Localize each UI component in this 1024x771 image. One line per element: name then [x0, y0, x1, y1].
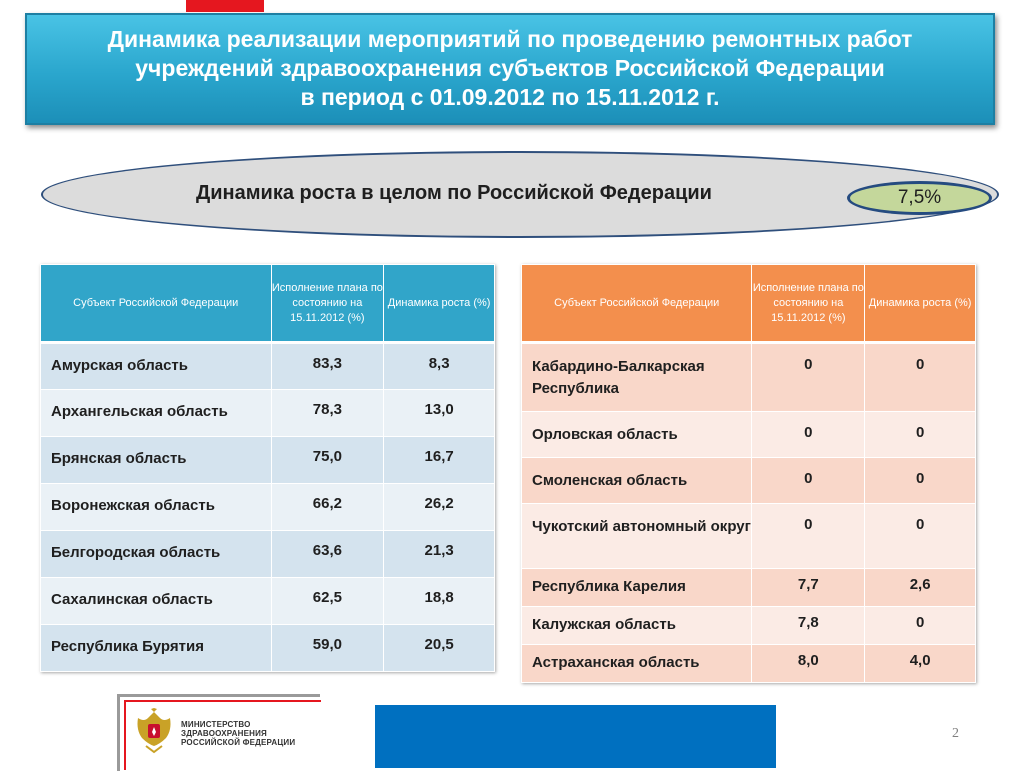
ministry-line-3: РОССИЙСКОЙ ФЕДЕРАЦИИ [181, 738, 296, 747]
growth-value: 0 [865, 458, 976, 504]
growth-value: 20,5 [384, 625, 495, 672]
growth-value: 4,0 [865, 645, 976, 683]
growth-value: 0 [865, 412, 976, 458]
execution-value: 7,8 [752, 607, 865, 645]
execution-value: 0 [752, 458, 865, 504]
growth-value: 0 [865, 504, 976, 569]
execution-value: 0 [752, 343, 865, 412]
growth-value: 8,3 [384, 343, 495, 390]
slide-title [25, 13, 995, 125]
execution-value: 75,0 [271, 437, 384, 484]
top-red-tab [186, 0, 264, 12]
table-row [522, 607, 976, 645]
summary-value-badge: 7,5% [847, 181, 992, 215]
growth-value: 18,8 [384, 578, 495, 625]
region-name: Кабардино-Балкарская Республика [522, 343, 752, 412]
table-header-row [41, 265, 495, 343]
title-line-3: в период с 01.09.2012 по 15.11.2012 г. [300, 84, 720, 110]
table-row [41, 390, 495, 437]
execution-value: 78,3 [271, 390, 384, 437]
region-name: Смоленская область [522, 458, 752, 504]
region-name: Астраханская область [522, 645, 752, 683]
execution-value: 83,3 [271, 343, 384, 390]
region-name: Чукотский автономный округ [522, 504, 752, 569]
header-execution: Исполнение плана по состоянию на 15.11.2012 (%) [271, 265, 384, 343]
execution-value: 8,0 [752, 645, 865, 683]
title-line-2: учреждений здравоохранения субъектов Российской Федерации [135, 55, 885, 81]
ministry-name [181, 720, 295, 747]
header-subject: Субъект Российской Федерации [41, 265, 272, 343]
region-name: Калужская область [522, 607, 752, 645]
region-name: Сахалинская область [41, 578, 272, 625]
page-number: 2 [952, 726, 959, 741]
region-name: Республика Карелия [522, 569, 752, 607]
execution-value: 0 [752, 504, 865, 569]
table-row [522, 645, 976, 683]
table-row [41, 578, 495, 625]
table-header-row [522, 265, 976, 343]
region-name: Архангельская область [41, 390, 272, 437]
table-row [41, 484, 495, 531]
table-row [41, 625, 495, 672]
region-name: Воронежская область [41, 484, 272, 531]
table-row [522, 412, 976, 458]
growth-value: 16,7 [384, 437, 495, 484]
table-row [41, 343, 495, 390]
execution-value: 0 [752, 412, 865, 458]
growth-value: 26,2 [384, 484, 495, 531]
left-table [40, 264, 495, 672]
table-row [522, 458, 976, 504]
region-name: Орловская область [522, 412, 752, 458]
execution-value: 7,7 [752, 569, 865, 607]
region-name: Республика Бурятия [41, 625, 272, 672]
right-table [521, 264, 976, 683]
table-row [522, 504, 976, 569]
table-row [41, 531, 495, 578]
region-name: Амурская область [41, 343, 272, 390]
summary-label: Динамика роста в целом по Российской Федерации [196, 182, 712, 204]
header-growth: Динамика роста (%) [865, 265, 976, 343]
table-row [522, 343, 976, 412]
header-execution: Исполнение плана по состоянию на 15.11.2012 (%) [752, 265, 865, 343]
growth-value: 0 [865, 607, 976, 645]
footer-blue-block [375, 705, 776, 768]
growth-value: 2,6 [865, 569, 976, 607]
growth-value: 21,3 [384, 531, 495, 578]
title-line-1: Динамика реализации мероприятий по проведению ремонтных работ [107, 26, 913, 52]
table-row [41, 437, 495, 484]
table-row [522, 569, 976, 607]
coat-of-arms-icon [134, 708, 174, 754]
execution-value: 62,5 [271, 578, 384, 625]
region-name: Белгородская область [41, 531, 272, 578]
execution-value: 66,2 [271, 484, 384, 531]
execution-value: 59,0 [271, 625, 384, 672]
growth-value: 0 [865, 343, 976, 412]
ministry-line-1: МИНИСТЕРСТВО [181, 720, 251, 729]
growth-value: 13,0 [384, 390, 495, 437]
ministry-line-2: ЗДРАВООХРАНЕНИЯ [181, 729, 267, 738]
header-growth: Динамика роста (%) [384, 265, 495, 343]
execution-value: 63,6 [271, 531, 384, 578]
region-name: Брянская область [41, 437, 272, 484]
header-subject: Субъект Российской Федерации [522, 265, 752, 343]
